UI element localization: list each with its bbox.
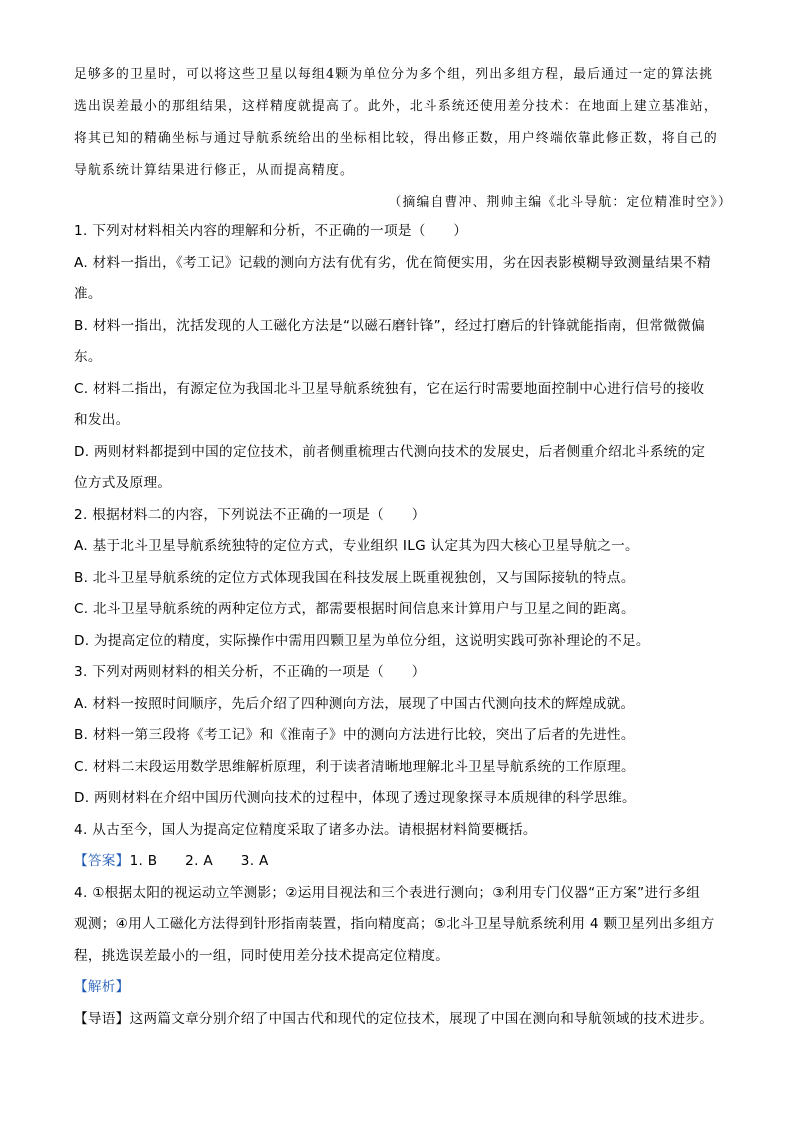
option-b: B. 材料一指出，沈括发现的人工磁化方法是“以磁石磨针锋”，经过打磨后的针锋就能指南，但常微微偏	[74, 317, 705, 334]
option-d: D. 为提高定位的精度，实际操作中需用四颗卫星为单位分组，这说明实践可弥补理论的不足。	[74, 632, 650, 649]
answer-choices: 1. B 2. A 3. A	[129, 853, 269, 869]
question-2	[74, 500, 724, 658]
answer-section	[74, 846, 724, 972]
analysis-label: 【解析】	[74, 979, 130, 995]
question-stem: 2. 根据材料二的内容，下列说法不正确的一项是（ ）	[74, 506, 426, 523]
option-c-cont: 和发出。	[74, 412, 130, 428]
option-c: C. 北斗卫星导航系统的两种定位方式，都需要根据时间信息来计算用户与卫星之间的距离。	[74, 601, 635, 617]
analysis-section	[74, 972, 724, 1035]
passage-line: 选出误差最小的那组结果，这样精度就提高了。此外，北斗系统还使用差分技术：在地面上建立基准站，	[74, 99, 718, 114]
option-c: C. 材料二末段运用数学思维解析原理，利于读者清晰地理解北斗卫星导航系统的工作原理。	[74, 758, 635, 775]
option-d: D. 两则材料在介绍中国历代测向技术的过程中，体现了透过现象探寻本质规律的科学思维。	[74, 790, 636, 806]
question-stem: 3. 下列对两则材料的相关分析，不正确的一项是（ ）	[74, 664, 426, 680]
option-b: B. 北斗卫星导航系统的定位方式体现我国在科技发展上既重视独创，又与国际接轨的特点。	[74, 569, 635, 586]
question-1	[74, 216, 724, 500]
answer-q4-line: 4. ①根据太阳的视运动立竿测影；②运用目视法和三个表进行测向；③利用专门仪器“正方案”进行多组	[74, 884, 701, 901]
question-list	[74, 216, 724, 1035]
option-c: C. 材料二指出，有源定位为我国北斗卫星导航系统独有，它在运行时需要地面控制中心进行信号的接收	[74, 380, 705, 397]
question-stem: 4. 从古至今，国人为提高定位精度采取了诸多办法。请根据材料简要概括。	[74, 821, 537, 838]
answer-label: 【答案】	[74, 853, 130, 869]
option-a: A. 材料一指出，《考工记》记载的测向方法有优有劣，优在简便实用，劣在因表影模糊导致测量结果不精	[74, 254, 712, 271]
passage-line: 将其已知的精确坐标与通过导航系统给出的坐标相比较，得出修正数，用户终端依靠此修正数，将自己的	[74, 131, 718, 146]
passage-line: 导航系统计算结果进行修正，从而提高精度。	[74, 163, 354, 178]
question-stem: 1. 下列对材料相关内容的理解和分析，不正确的一项是（ ）	[74, 223, 468, 239]
guide-label: 【导语】	[74, 1010, 130, 1027]
question-4	[74, 815, 724, 847]
option-a-cont: 准。	[74, 286, 102, 302]
option-d-cont: 位方式及原理。	[74, 475, 172, 491]
option-b: B. 材料一第三段将《考工记》和《淮南子》中的测向方法进行比较，突出了后者的先进性。	[74, 727, 635, 743]
passage-line: 足够多的卫星时，可以将这些卫星以每组4颗为单位分为多个组，列出多组方程，最后通过一定的算法挑	[74, 67, 714, 82]
answer-q4-line: 观测；④用人工磁化方法得到针形指南装置，指向精度高；⑤北斗卫星导航系统利用 4 颗卫星列出多组方	[74, 916, 715, 932]
option-a: A. 基于北斗卫星导航系统独特的定位方式，专业组织 ILG 认定其为四大核心卫星导航之一。	[74, 538, 639, 554]
guide-text: 这两篇文章分别介绍了中国古代和现代的定位技术，展现了中国在测向和导航领域的技术进步。	[129, 1010, 714, 1027]
question-3	[74, 657, 724, 815]
answer-q4-line: 程，挑选误差最小的一组，同时使用差分技术提高定位精度。	[74, 947, 450, 964]
option-a: A. 材料一按照时间顺序，先后介绍了四种测向方法，展现了中国古代测向技术的辉煌成就。	[74, 695, 635, 712]
option-d: D. 两则材料都提到中国的定位技术，前者侧重梳理古代测向技术的发展史，后者侧重介绍北斗系统的定	[74, 443, 706, 460]
passage-source: （摘编自曹冲、荆帅主编《北斗导航：定位精准时空》）	[388, 195, 732, 210]
passage-excerpt	[74, 59, 732, 219]
option-b-cont: 东。	[74, 349, 102, 365]
